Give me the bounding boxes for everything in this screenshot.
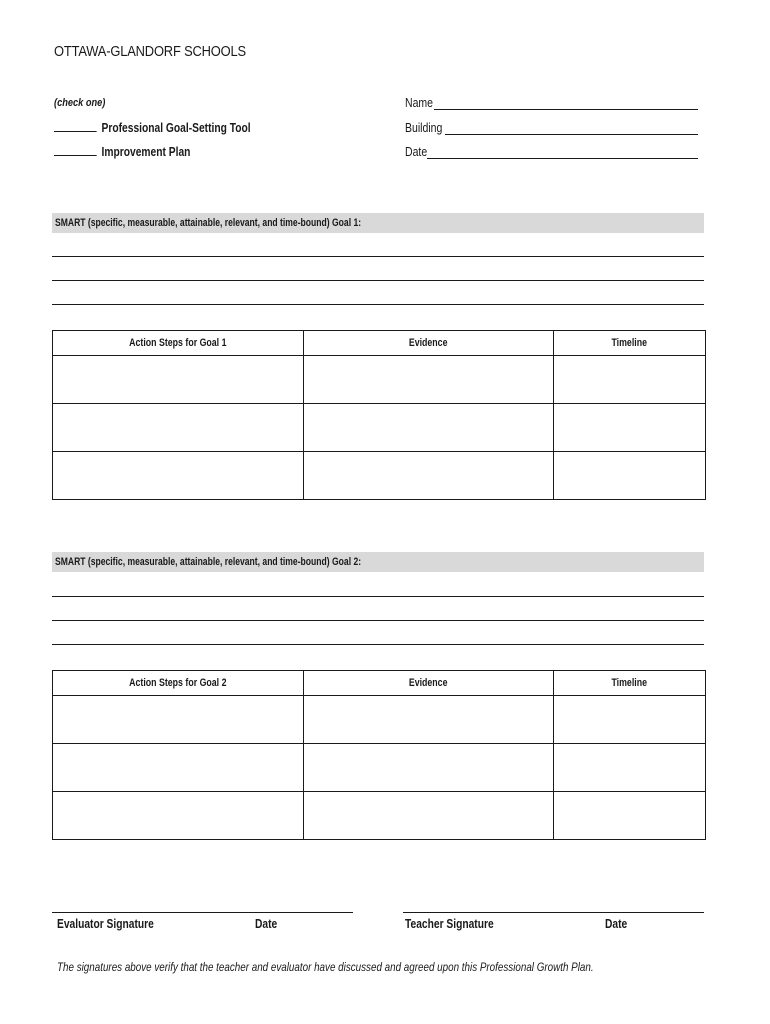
evidence-cell[interactable] (304, 696, 554, 744)
table-header-row (53, 671, 706, 696)
smart-goal-2-label: SMART (specific, measurable, attainable, relevant, and time-bound) Goal 2: (55, 556, 362, 568)
timeline-cell[interactable] (554, 744, 706, 792)
option-improvement-plan[interactable] (54, 145, 190, 159)
name-input-line[interactable] (434, 97, 698, 110)
goal-1-writing-line[interactable] (52, 304, 704, 305)
teacher-signature-label: Teacher Signature (405, 917, 494, 931)
table-row (53, 452, 706, 500)
table-row (53, 356, 706, 404)
building-input-line[interactable] (445, 122, 698, 135)
option-label: Improvement Plan (101, 145, 191, 159)
action-step-cell[interactable] (53, 696, 304, 744)
building-field[interactable] (405, 121, 698, 135)
goal-2-writing-line[interactable] (52, 596, 704, 597)
column-header-evidence: Evidence (304, 671, 554, 696)
option-goal-setting-tool[interactable] (54, 121, 251, 135)
smart-goal-1-bar (52, 213, 704, 233)
goal-2-writing-line[interactable] (52, 620, 704, 621)
goal-2-action-table (52, 670, 706, 840)
table-header-row (53, 331, 706, 356)
table-row (53, 792, 706, 840)
action-step-cell[interactable] (53, 404, 304, 452)
smart-goal-2-bar (52, 552, 704, 572)
evidence-cell[interactable] (304, 744, 554, 792)
date-field[interactable] (405, 145, 698, 159)
action-step-cell[interactable] (53, 452, 304, 500)
goal-2-writing-line[interactable] (52, 644, 704, 645)
name-label: Name (405, 96, 434, 110)
building-label: Building (405, 121, 443, 135)
timeline-cell[interactable] (554, 696, 706, 744)
option-label: Professional Goal-Setting Tool (101, 121, 251, 135)
check-one-instruction: (check one) (54, 97, 106, 109)
action-step-cell[interactable] (53, 356, 304, 404)
evidence-cell[interactable] (304, 452, 554, 500)
goal-1-writing-line[interactable] (52, 280, 704, 281)
teacher-signature-line[interactable] (403, 912, 704, 913)
table-row (53, 696, 706, 744)
evidence-cell[interactable] (304, 404, 554, 452)
option-check-blank[interactable] (54, 121, 97, 132)
evaluator-signature-line[interactable] (52, 912, 353, 913)
action-step-cell[interactable] (53, 744, 304, 792)
action-step-cell[interactable] (53, 792, 304, 840)
evidence-cell[interactable] (304, 792, 554, 840)
goal-1-writing-line[interactable] (52, 256, 704, 257)
date-input-line[interactable] (427, 146, 698, 159)
timeline-cell[interactable] (554, 356, 706, 404)
teacher-date-label: Date (605, 917, 628, 931)
evaluator-date-label: Date (255, 917, 278, 931)
column-header-action-steps: Action Steps for Goal 1 (53, 331, 304, 356)
table-row (53, 404, 706, 452)
timeline-cell[interactable] (554, 792, 706, 840)
column-header-timeline: Timeline (554, 671, 706, 696)
signature-footnote: The signatures above verify that the teacher and evaluator have discussed and agreed upon this Professional Growth Plan. (57, 960, 594, 974)
date-label: Date (405, 145, 428, 159)
column-header-evidence: Evidence (304, 331, 554, 356)
evaluator-signature-label: Evaluator Signature (57, 917, 154, 931)
evidence-cell[interactable] (304, 356, 554, 404)
table-row (53, 744, 706, 792)
smart-goal-1-label: SMART (specific, measurable, attainable, relevant, and time-bound) Goal 1: (55, 217, 362, 229)
option-check-blank[interactable] (54, 145, 97, 156)
name-field[interactable] (405, 96, 698, 110)
page-title: OTTAWA-GLANDORF SCHOOLS (54, 43, 246, 60)
timeline-cell[interactable] (554, 404, 706, 452)
column-header-action-steps: Action Steps for Goal 2 (53, 671, 304, 696)
goal-1-action-table (52, 330, 706, 500)
column-header-timeline: Timeline (554, 331, 706, 356)
timeline-cell[interactable] (554, 452, 706, 500)
